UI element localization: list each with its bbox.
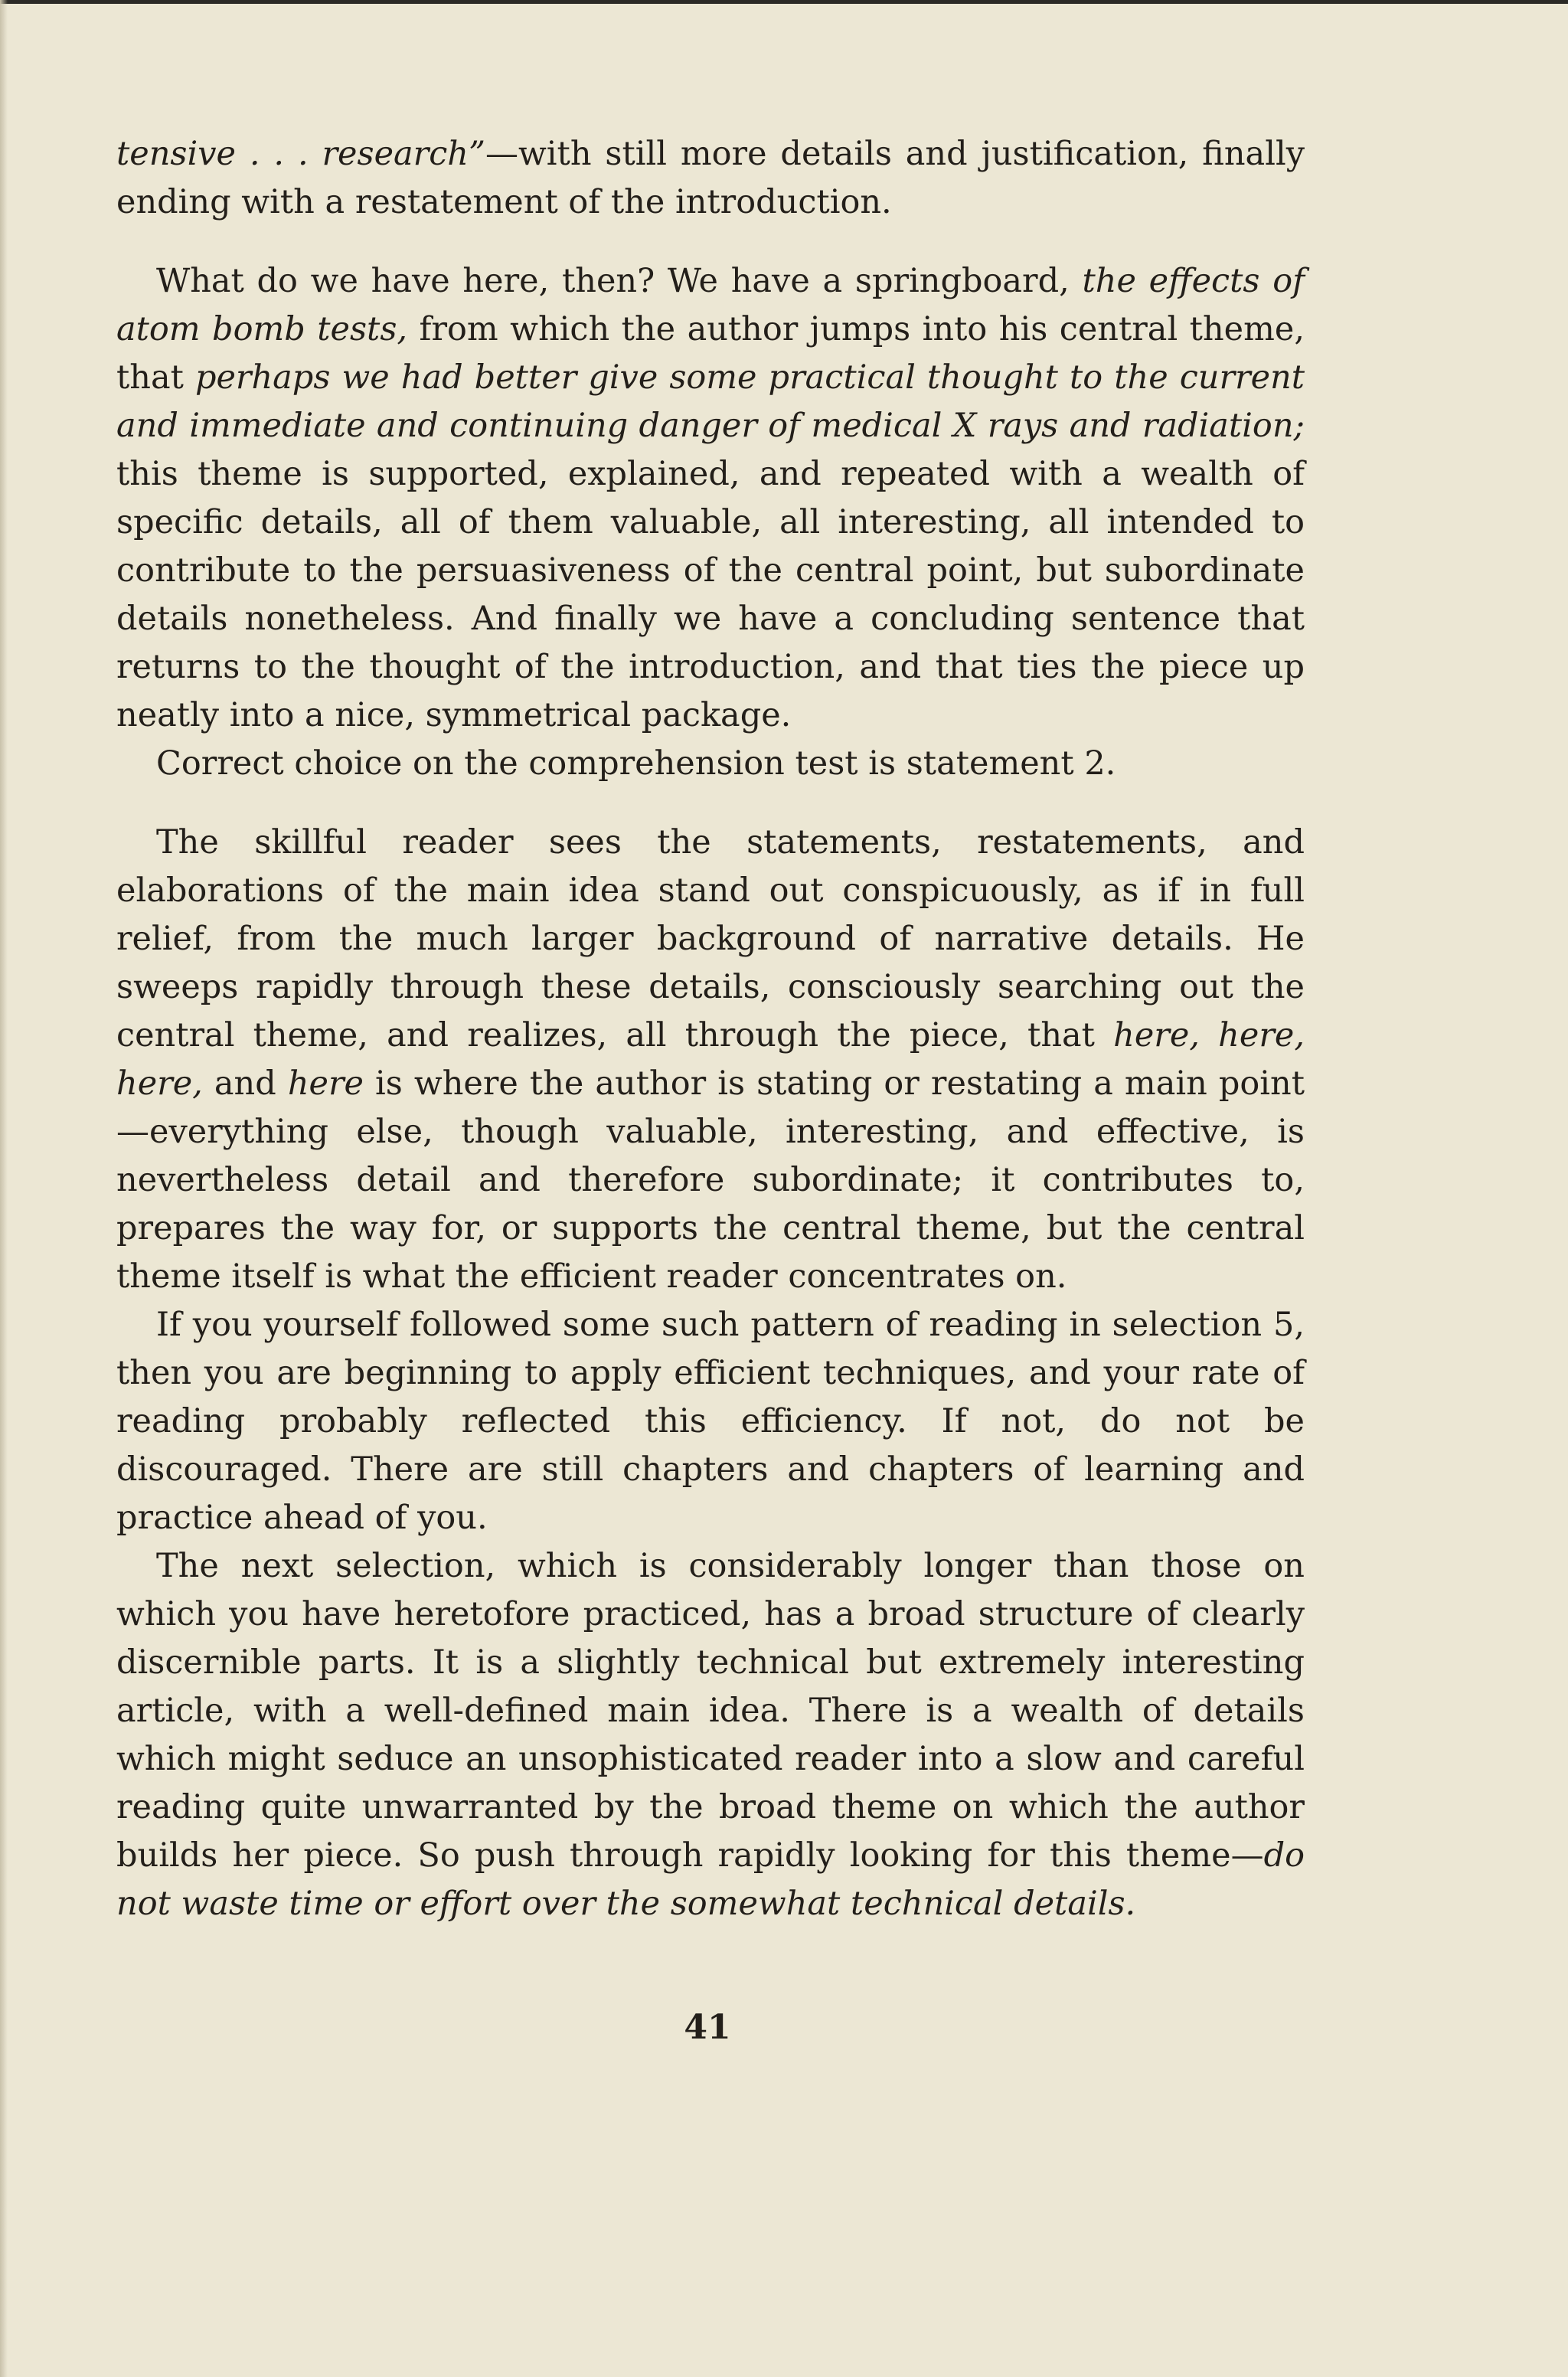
text-segment: is where the author is stating or restating a main point—everything else, though valuable, interesting, and effective, is nevertheless detail and therefore subordinate; it contributes to, prepares the way for, or supports the central theme, but the central theme itself is what the efficient reader concentrates on. bbox=[116, 1064, 1305, 1296]
text-segment: from which the author jumps into his central theme, that bbox=[116, 310, 1305, 397]
paragraph-skillful-reader bbox=[116, 819, 1305, 1301]
paragraph-continuation bbox=[116, 130, 1305, 227]
top-edge-rule bbox=[0, 0, 1568, 4]
text-segment: here, here, here, bbox=[116, 1016, 1305, 1103]
text-segment: here bbox=[287, 1064, 364, 1103]
text-segment: If you yourself followed some such pattern of reading in selection 5, then you are beginning to apply efficient techniques, and your rate of reading probably reflected this efficiency. If not, do not be discouraged. There are still chapters and chapters of learning and practice ahead of you. bbox=[116, 1306, 1305, 1537]
text-segment: The skillful reader sees the statements, restatements, and elaborations of the main idea stand out conspicuously, as if in full relief, from the much larger background of narrative details. He sweeps rapidly through these details, consciously searching out the central theme, and realizes, all through the piece, that bbox=[116, 823, 1305, 1054]
text-segment: What do we have here, then? We have a springboard, bbox=[156, 262, 1083, 300]
paragraph-analysis bbox=[116, 257, 1305, 740]
page-number: 41 bbox=[684, 2008, 731, 2047]
paragraph-next-selection bbox=[116, 1542, 1305, 1928]
text-segment: do not waste time or effort over the somewhat technical details. bbox=[116, 1836, 1305, 1923]
paragraph-pattern bbox=[116, 1301, 1305, 1542]
text-segment: Correct choice on the comprehension test is statement 2. bbox=[156, 744, 1116, 783]
text-segment: The next selection, which is considerably longer than those on which you have heretofore practiced, has a broad structure of clearly discernible parts. It is a slightly technical but extremely interesting article, with a well-defined main idea. There is a wealth of details which might seduce an unsophisticated reader into a slow and careful reading quite unwarranted by the broad theme on which the author builds her piece. So push through rapidly looking for this theme— bbox=[116, 1547, 1305, 1875]
text-segment: and bbox=[202, 1064, 288, 1103]
text-segment: this theme is supported, explained, and repeated with a wealth of specific details, all of them valuable, all interesting, all intended to contribute to the persuasiveness of the central point, but subordinate details nonetheless. And finally we have a concluding sentence that returns to the thought of the introduction, and that ties the piece up neatly into a nice, symmetrical package. bbox=[116, 455, 1305, 734]
text-segment: perhaps we had better give some practical thought to the current and immediate and continuing danger of medical X rays and radiation; bbox=[116, 358, 1305, 445]
text-segment: —with still more details and justification, finally ending with a restatement of the introduction. bbox=[116, 135, 1305, 221]
paragraph-answer bbox=[116, 740, 1305, 788]
body-text bbox=[116, 130, 1305, 1928]
text-segment: the effects of atom bomb tests, bbox=[116, 262, 1305, 348]
text-segment: tensive . . . research” bbox=[116, 135, 485, 173]
